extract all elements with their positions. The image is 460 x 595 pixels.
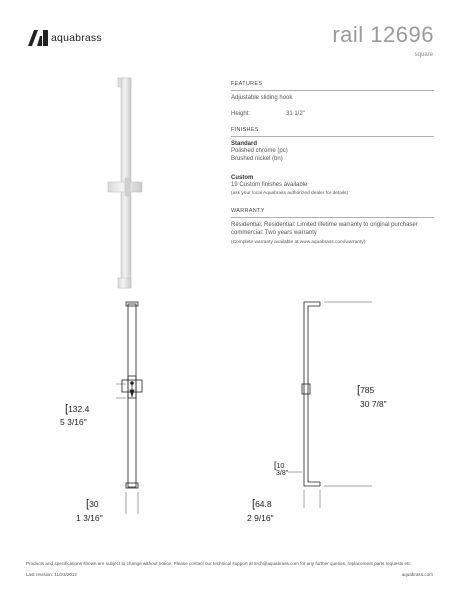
page-subtitle: square: [414, 52, 433, 58]
warranty-divider: [231, 217, 434, 218]
depth-dimension-mm: [64.8: [252, 498, 272, 510]
side-view-drawing: [280, 300, 380, 520]
custom-finish-2: (ask your local Aquabrass authorized dealer for details): [231, 191, 349, 196]
finishes-heading: FINISHES: [231, 127, 259, 133]
finishes-divider: [231, 136, 434, 137]
standard-finish-1: Polished chrome (pc): [231, 148, 288, 154]
standard-label: Standard: [231, 141, 258, 147]
base-dimension-mm: [30: [86, 498, 99, 510]
product-photo: [100, 72, 160, 296]
height-dimension-in: 30 7/8": [360, 399, 387, 409]
page-title: rail 12696: [332, 22, 434, 47]
features-heading: FEATURES: [231, 81, 263, 87]
front-view-drawing: [60, 300, 190, 530]
footer-website[interactable]: aquabrass.com: [401, 572, 433, 577]
slider-dimension-mm: [132.4: [65, 403, 90, 415]
footer-disclaimer: Products and specifications shown are subject to change without notice. Please contact our technical support at tech@aquabrass.com for any further queries, replacement parts requests etc.: [26, 561, 412, 566]
custom-label: Custom: [231, 175, 254, 181]
aquabrass-logo-icon: [28, 30, 48, 46]
warranty-note: (Complete warranty available at www.aquabrass.com/warranty): [231, 240, 366, 245]
base-dimension-in: 1 3/16": [76, 513, 103, 523]
warranty-text: Residential: Residential: Limited lifetime warranty to original purchaser commercial: Two years warranty: [231, 222, 418, 236]
depth-dimension-in: 2 9/16": [247, 513, 274, 523]
feature-item: Adjustable sliding hook: [231, 95, 293, 101]
offset-dimension-in: 3/8": [276, 470, 289, 477]
footer-revision: Last revision: 11/23/2012: [26, 572, 77, 577]
offset-dimension-mm: [10: [274, 460, 285, 470]
custom-finish-1: 19 Custom finishes available: [231, 182, 308, 188]
height-dimension-mm: [785: [357, 384, 375, 396]
height-value: 31 1/2": [286, 111, 305, 117]
warranty-heading: WARRANTY: [231, 208, 265, 214]
brand-name: aquabrass: [51, 32, 102, 44]
height-label: Height:: [231, 111, 251, 117]
features-divider: [231, 90, 434, 91]
standard-finish-2: Brushed nickel (bn): [231, 156, 283, 162]
slider-dimension-in: 5 3/16": [60, 417, 87, 427]
